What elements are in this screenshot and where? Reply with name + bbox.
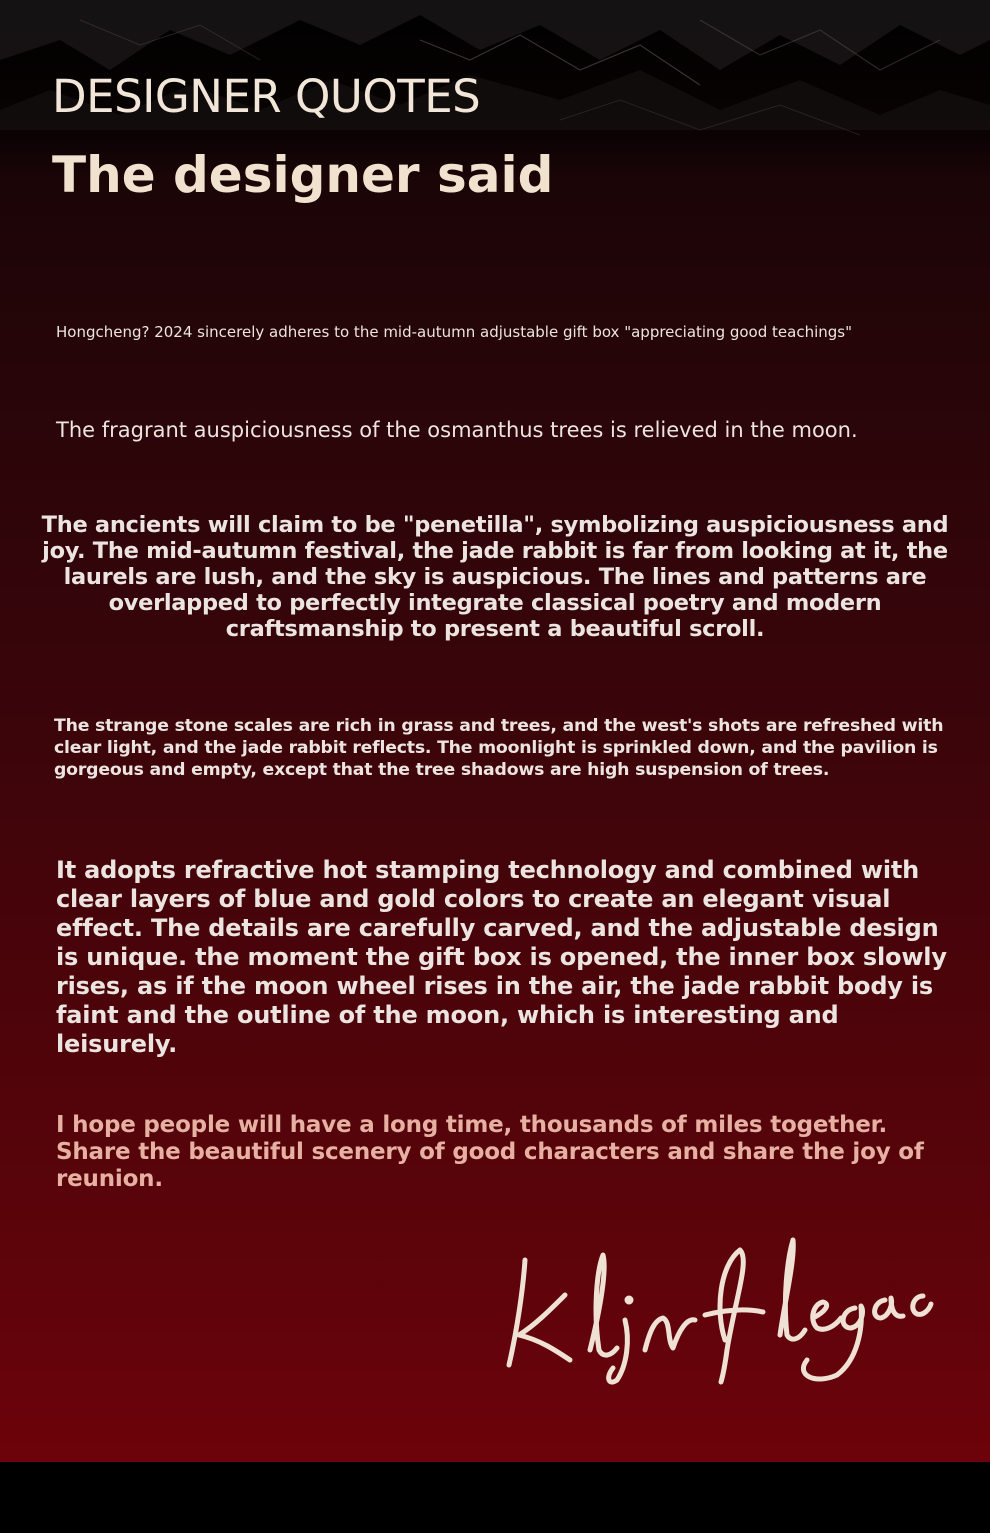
- stone-scales-quote: The strange stone scales are rich in grass and trees, and the west's shots are refreshed with clear light, and the jade rabbit reflects. The moonlight is sprinkled down, and the pavilion is gorgeous and empty, except that the tree shadows are high suspension of trees.: [54, 716, 944, 780]
- technology-quote: It adopts refractive hot stamping technology and combined with clear layers of blue and gold colors to create an elegant visual effect. The details are carefully carved, and the adjustable design is unique. the moment the gift box is opened, the inner box slowly rises, as if the moon wheel rises in the air, the jade rabbit body is faint and the outline of the moon, which is interesting and leisurely.: [56, 856, 947, 1058]
- intro-quote: Hongcheng? 2024 sincerely adheres to the mid-autumn adjustable gift box "appreciating good teachings": [56, 323, 852, 341]
- page-title: The designer said: [52, 146, 554, 204]
- section-eyebrow: DESIGNER QUOTES: [52, 70, 481, 123]
- bottom-bar: [0, 1462, 990, 1533]
- ancients-quote: The ancients will claim to be "penetilla", symbolizing auspiciousness and joy. The mid-autumn festival, the jade rabbit is far from looking at it, the laurels are lush, and the sky is auspicious. The lines and patterns are overlapped to perfectly integrate classical poetry and modern craftsmanship to present a beautiful scroll.: [41, 512, 949, 642]
- handwritten-signature-icon: [495, 1200, 935, 1390]
- hope-quote: I hope people will have a long time, thousands of miles together. Share the beautiful scenery of good characters and share the joy of reunion.: [56, 1112, 924, 1192]
- osmanthus-quote: The fragrant auspiciousness of the osmanthus trees is relieved in the moon.: [56, 418, 858, 442]
